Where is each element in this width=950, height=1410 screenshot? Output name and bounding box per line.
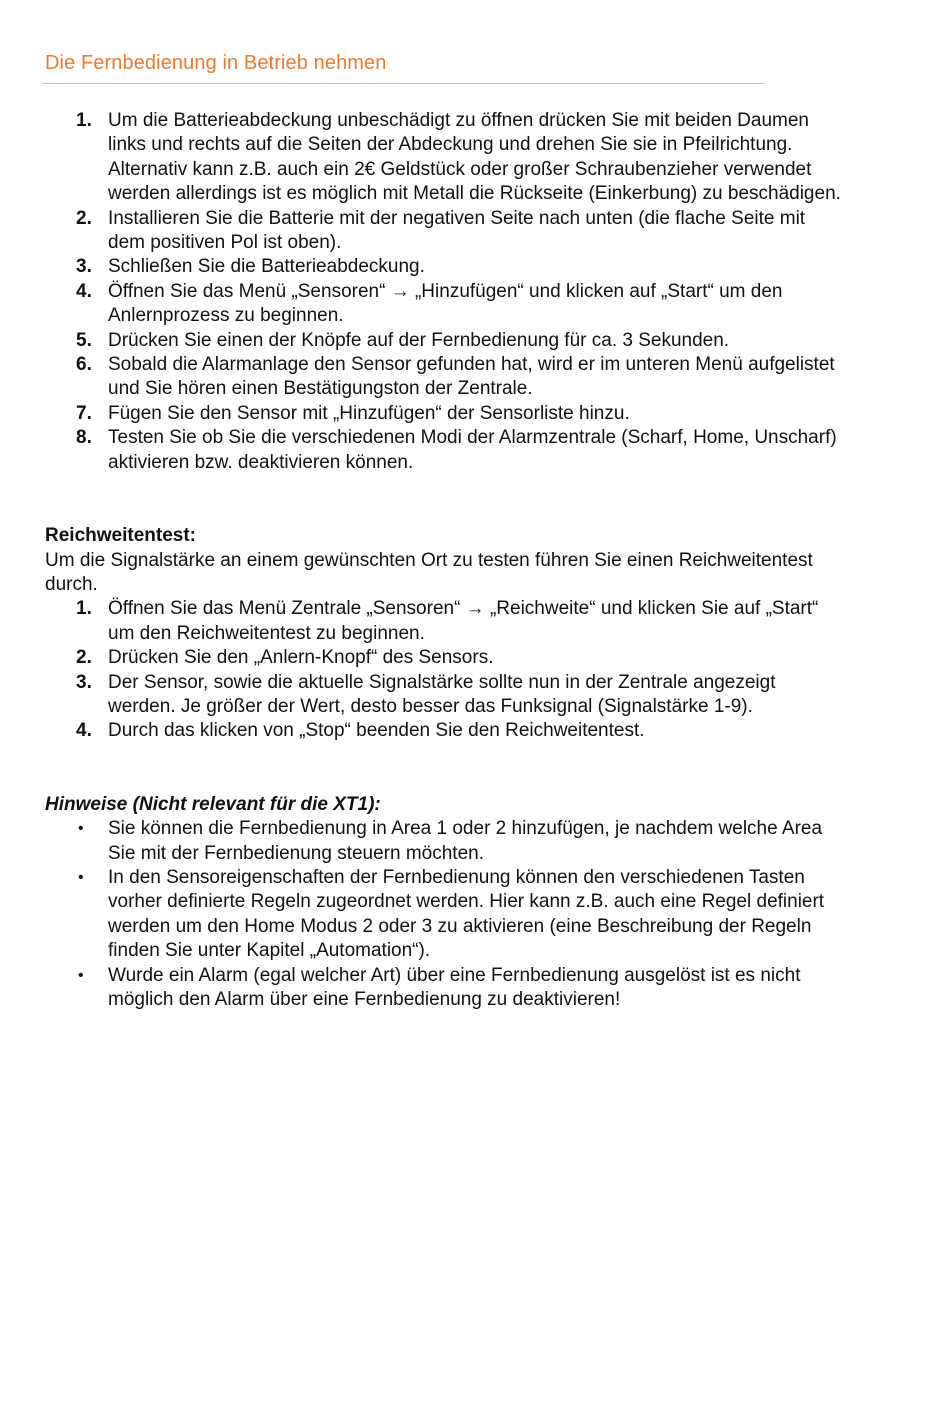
section-spacer: [45, 475, 845, 524]
step-text: Schließen Sie die Batterieabdeckung.: [108, 256, 425, 278]
setup-step: [45, 280, 845, 329]
setup-steps-list: [45, 109, 845, 475]
note-text: In den Sensoreigenschaften der Fernbedienung können den verschiedenen Tasten vorher definierte Regeln zugeordnet werden. Hier kann z.B. auch eine Regel definiert werden um den Home Modus 2 oder 3 zu aktivieren (eine Beschreibung der Regeln finden Sie unter Kapitel „Automation“).: [108, 866, 825, 962]
notes-heading: Hinweise (Nicht relevant für die XT1):: [45, 793, 381, 815]
step-number: 3.: [76, 671, 92, 693]
range-test-step: [45, 597, 845, 646]
step-number: 2.: [76, 647, 92, 669]
step-text: Installieren Sie die Batterie mit der negativen Seite nach unten (die flache Seite mit dem positiven Pol ist oben).: [108, 207, 806, 254]
note-text: Sie können die Fernbedienung in Area 1 oder 2 hinzufügen, je nachdem welche Area Sie mit der Fernbedienung steuern möchten.: [108, 818, 823, 864]
range-test-intro: Um die Signalstärke an einem gewünschten Ort zu testen führen Sie einen Reichweitentest durch.: [45, 549, 813, 595]
bullet-icon: •: [78, 868, 84, 886]
note-item: [45, 817, 845, 866]
bullet-icon: •: [78, 966, 84, 984]
step-number: 4.: [76, 720, 92, 742]
bullet-icon: •: [78, 820, 84, 838]
step-text: Testen Sie ob Sie die verschiedenen Modi der Alarmzentrale (Scharf, Home, Unscharf) aktivieren bzw. deaktivieren können.: [108, 427, 837, 473]
step-text: Der Sensor, sowie die aktuelle Signalstärke sollte nun in der Zentrale angezeigt werden. Je größer der Wert, desto besser das Funksignal (Signalstärke 1-9).: [108, 671, 776, 717]
step-text: Durch das klicken von „Stop“ beenden Sie den Reichweitentest.: [108, 720, 645, 742]
setup-step: [45, 353, 845, 402]
step-text: Um die Batterieabdeckung unbeschädigt zu öffnen drücken Sie mit beiden Daumen links und rechts auf die Seiten der Abdeckung und drehen Sie sie in Pfeilrichtung. Alternativ kann z.B. auch ein 2€ Geldstück oder großer Schraubenzieher verwendet werden allerdings ist es möglich mit Metall die Rückseite (Einkerbung) zu beschädigen.: [108, 110, 841, 205]
step-text: Öffnen Sie das Menü „Sensoren“ → „Hinzufügen“ und klicken auf „Start“ um den Anlernprozess zu beginnen.: [108, 280, 783, 327]
header-divider: [42, 83, 764, 84]
step-number: 7.: [76, 402, 92, 424]
note-item: [45, 964, 845, 1013]
step-number: 2.: [76, 207, 92, 229]
step-text: Drücken Sie einen der Knöpfe auf der Fernbedienung für ca. 3 Sekunden.: [108, 329, 730, 351]
step-number: 3.: [76, 256, 92, 278]
page-header-title: Die Fernbedienung in Betrieb nehmen: [45, 52, 387, 74]
step-number: 8.: [76, 427, 92, 449]
step-text: Fügen Sie den Sensor mit „Hinzufügen“ der Sensorliste hinzu.: [108, 402, 630, 424]
step-text: Öffnen Sie das Menü Zentrale „Sensoren“ → „Reichweite“ und klicken Sie auf „Start“ um den Reichweitentest zu beginnen.: [108, 598, 819, 644]
document-body: [45, 109, 845, 1012]
range-test-step: [45, 719, 845, 743]
range-test-step: [45, 646, 845, 670]
notes-list: [45, 817, 845, 1012]
note-item: [45, 866, 845, 964]
setup-step: [45, 402, 845, 426]
note-text: Wurde ein Alarm (egal welcher Art) über eine Fernbedienung ausgelöst ist es nicht möglich den Alarm über eine Fernbedienung zu deaktivieren!: [108, 964, 801, 1010]
setup-step: [45, 329, 845, 353]
step-number: 1.: [76, 598, 92, 620]
setup-step: [45, 255, 845, 279]
step-number: 1.: [76, 110, 92, 131]
range-test-heading: Reichweitentest:: [45, 525, 196, 547]
range-test-step: [45, 671, 845, 720]
section-spacer: [45, 744, 845, 793]
step-text: Drücken Sie den „Anlern-Knopf“ des Sensors.: [108, 647, 494, 669]
step-number: 4.: [76, 280, 92, 302]
step-number: 6.: [76, 354, 92, 376]
step-text: Sobald die Alarmanlage den Sensor gefunden hat, wird er im unteren Menü aufgelistet und Sie hören einen Bestätigungston der Zentrale.: [108, 354, 835, 400]
setup-step: [45, 109, 845, 207]
step-number: 5.: [76, 329, 92, 351]
range-test-steps-list: [45, 597, 845, 743]
setup-step: [45, 426, 845, 475]
setup-step: [45, 207, 845, 256]
